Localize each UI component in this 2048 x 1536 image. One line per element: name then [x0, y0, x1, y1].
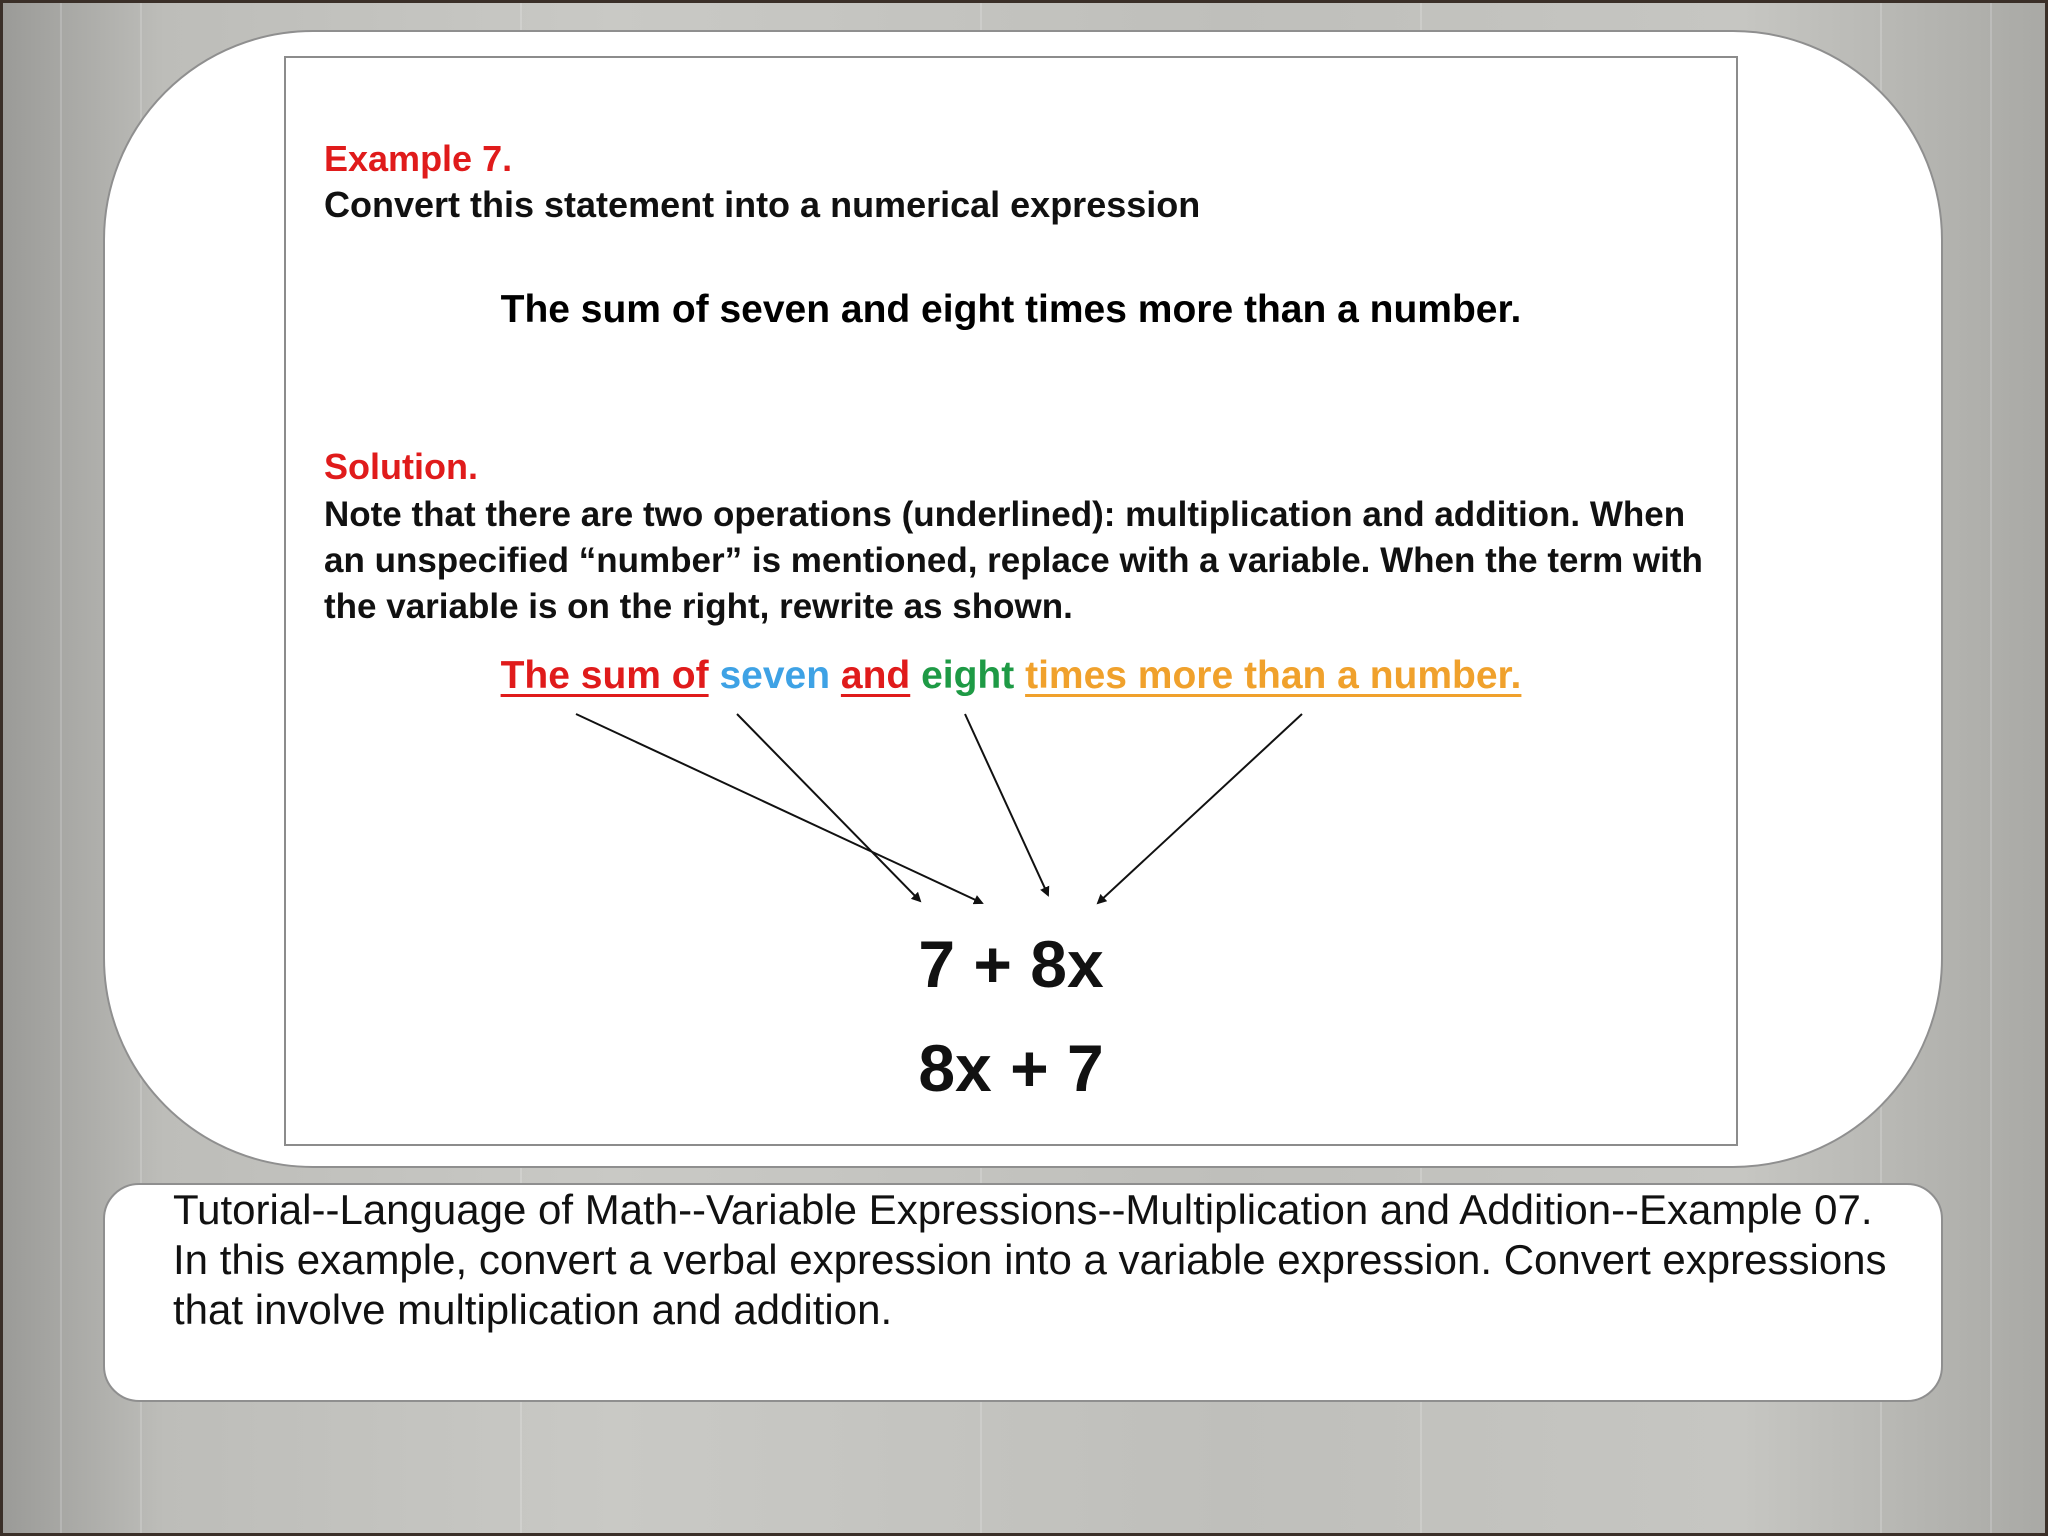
expression-result: 7 + 8x — [918, 927, 1104, 1001]
problem-statement: The sum of seven and eight times more than a number. — [500, 288, 1522, 331]
arrow-eight — [965, 714, 1048, 895]
solution-explanation: Note that there are two operations (underlined): multiplication and addition. When an unspecified “number” is mentioned, replace with a variable. When the term with the variable is on the right, rewrite as shown. — [324, 495, 1703, 626]
example-title: Example 7. — [324, 138, 513, 179]
phrase-the-sum-of: The sum of — [500, 654, 709, 697]
expression-rewritten: 8x + 7 — [918, 1031, 1104, 1105]
arrow-the-sum-of — [576, 714, 982, 903]
phrase-times-more-than: times more than a number. — [1025, 654, 1522, 697]
phrase-eight: eight — [921, 654, 1015, 697]
caption-card — [103, 1183, 1943, 1402]
instruction-text: Convert this statement into a numerical expression — [324, 184, 1201, 225]
arrow-seven — [737, 714, 920, 901]
slide-image — [284, 56, 1738, 1146]
caption-text: Tutorial--Language of Math--Variable Expressions--Multiplication and Addition--Example 07. In this example, convert a verbal expression into a variable expression. Convert expressions that involve multiplication and addition. — [173, 1186, 1887, 1333]
solution-title: Solution. — [324, 446, 478, 487]
arrow-times-more-than — [1098, 714, 1302, 903]
phrase-and: and — [840, 654, 911, 697]
phrase-seven: seven — [719, 654, 831, 697]
